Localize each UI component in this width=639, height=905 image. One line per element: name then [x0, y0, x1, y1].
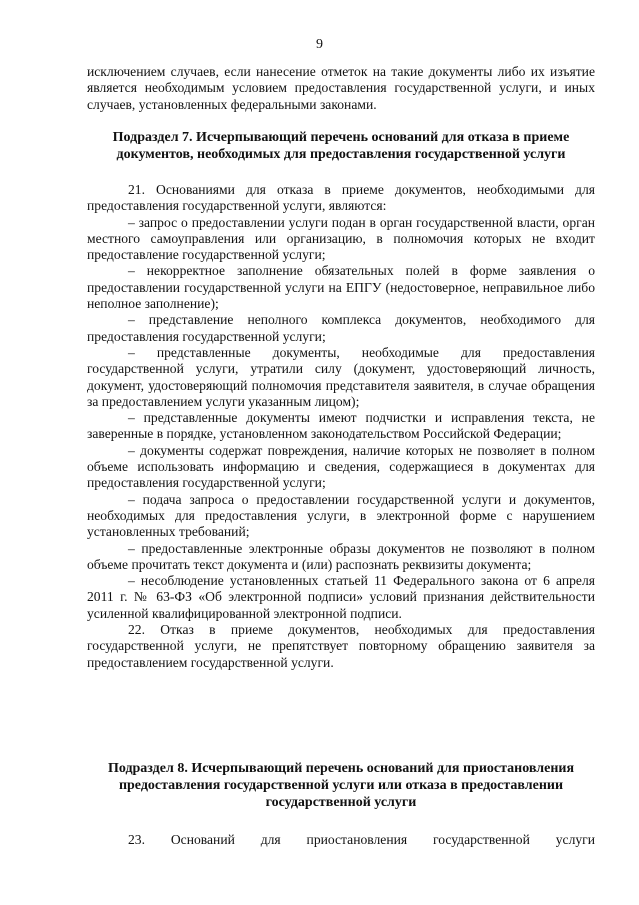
subsection-7-title: Подраздел 7. Исчерпывающий перечень оснований для отказа в приеме документов, необходимых для предоставления государственной услуги — [112, 130, 570, 162]
page-number: 9 — [316, 37, 323, 52]
paragraph-23-start: 23. Оснований для приостановления государственной услуги — [128, 832, 595, 847]
list-item: – предоставленные электронные образы документов не позволяют в полном объеме прочитать текст документа и (или) распознать реквизиты документа; — [87, 540, 595, 572]
list-item: – подача запроса о предоставлении государственной услуги и документов, необходимых для предоставления услуги, в электронной форме с нарушением установленных требований; — [87, 491, 595, 540]
list-item: – некорректное заполнение обязательных полей в форме заявления о предоставлении государственной услуги на ЕПГУ (недостоверное, неправильное либо неполное заполнение); — [87, 263, 595, 312]
list-item: – представление неполного комплекса документов, необходимого для предоставления государственной услуги; — [87, 312, 595, 344]
list-item: – представленные документы имеют подчистки и исправления текста, не заверенные в порядке, установленном законодательством Российской Федерации; — [87, 410, 595, 442]
subsection-7-body — [87, 182, 595, 671]
list-item: – несоблюдение установленных статьей 11 Федерального закона от 6 апреля 2011 г. № 63-ФЗ «Об электронной подписи» условий признания действительности усиленной квалифицированной электронной подписи. — [87, 573, 595, 621]
list-item: – представленные документы, необходимые для предоставления государственной услуги, утратили силу (документ, удостоверяющий личность, документ, удостоверяющий полномочия представителя заявителя, в случае обращения за предоставлением услуги указанным лицом); — [87, 344, 595, 409]
list-item: – запрос о предоставлении услуги подан в орган государственной власти, орган местного самоуправления или организацию, в полномочия которых не входит предоставление государственной услуги; — [87, 214, 595, 263]
list-item: – документы содержат повреждения, наличие которых не позволяет в полном объеме использовать информацию и сведения, содержащиеся в документах для предоставления государственной услуги; — [87, 442, 595, 491]
top-paragraph-block — [87, 64, 595, 113]
subsection-8-body — [87, 832, 595, 848]
paragraph-22: 22. Отказ в приеме документов, необходимых для предоставления государственной услуги, не препятствует повторному обращению заявителя за предоставлением государственной услуги. — [87, 622, 595, 670]
top-paragraph: исключением случаев, если нанесение отметок на такие документы либо их изъятие является необходимым условием предоставления государственной услуги, и иных случаев, установленных федеральными законами. — [87, 64, 595, 112]
subsection-8-title: Подраздел 8. Исчерпывающий перечень оснований для приостановления предоставления государственной услуги или отказа в предоставлении государственной услуги — [107, 761, 575, 810]
paragraph-21-intro: 21. Основаниями для отказа в приеме документов, необходимыми для предоставления государственной услуги, являются: — [87, 182, 595, 214]
